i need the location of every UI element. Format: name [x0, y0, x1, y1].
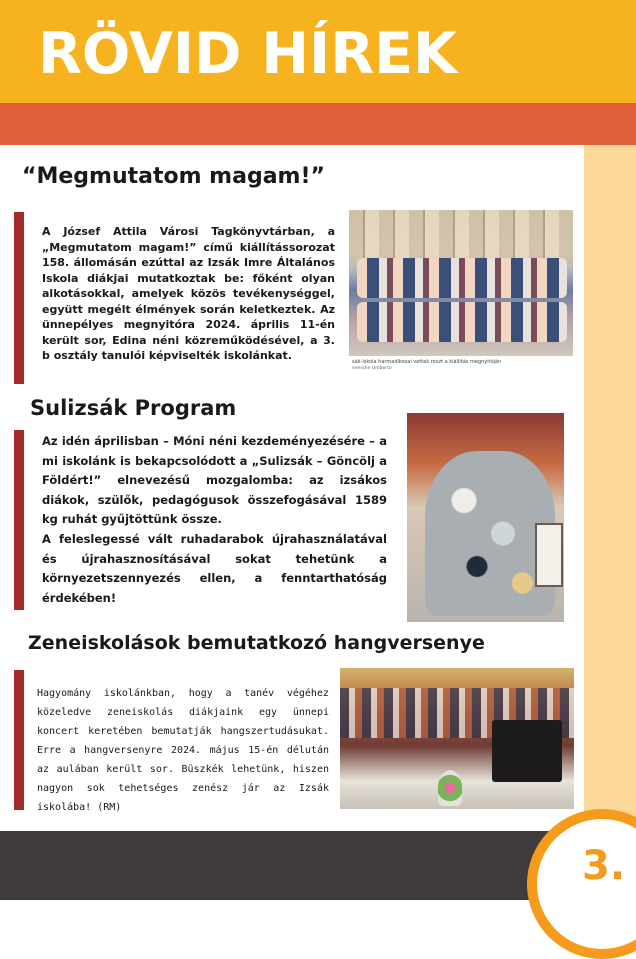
- article-1-accent-bar: [14, 212, 24, 384]
- article-3-body: Hagyomány iskolánkban, hogy a tanév végéhez közeledve zeneiskolás diákjaink egy ünnepi koncert keretében bemutatják hangszertudásukat. Erre a hangversenyre 2024. május 15-én délután az aulában került sor. Büszkék lehetünk, hiszen nagyon sok tehetséges zenész jár az Izsák iskolába! (RM): [37, 688, 329, 813]
- article-3-photo: [340, 668, 574, 809]
- article-2-accent-bar: [14, 430, 24, 610]
- students-back-row: [357, 258, 567, 298]
- students-front-row: [357, 302, 567, 342]
- article-1-photo-caption: sák-iskola harmadikosai vettek részt a kiállítás megnyitóján: [352, 359, 502, 365]
- library-class-photo: [349, 210, 573, 356]
- page-title: RÖVID HÍREK: [38, 21, 458, 87]
- article-2-title: Sulizsák Program: [30, 396, 237, 420]
- header-accent-band: [0, 103, 636, 145]
- article-2-body-2: A feleslegessé vált ruhadarabok újrahasználatával és újrahasznosításával sokat tehetünk a környezetszennyezés ellen, a fenntarthatóság érdekében!: [42, 531, 387, 605]
- piano: [492, 720, 562, 782]
- article-2-photo: [407, 413, 564, 622]
- article-1-title: “Megmutatom magam!”: [22, 164, 325, 189]
- article-1-photo-credit: evesshe Umberto: [352, 366, 392, 371]
- right-decorative-strip: [584, 145, 636, 835]
- article-2-body: Az idén áprilisban – Móni néni kezdeményezésére – a mi iskolánk is bekapcsolódott a „Sulizsák – Göncölj a Földért!” elnevezésű mozgalomba: az izsákos diákok, szülők, pedagógusok összefogásával 1589 kg ruhát gyűjtöttünk össze.: [42, 434, 387, 527]
- window-frame: [535, 523, 563, 587]
- article-1-body: A József Attila Városi Tagkönyvtárban, a „Megmutatom magam!” című kiállítássorozat 158. állomásán ezúttal az Izsák Imre Általános Iskola diákjai mutatkoztak be: főként olyan alkotásokkal, amelyek közös tevékenységgel, együtt megélt élmények során keletkeztek. Az ünnepélyes megnyitóra 2024. április 11-én került sor, Edina néni közreműködésével, a 3. b osztály tanulói képviselték iskolánkat.: [42, 225, 335, 362]
- article-1-photo: [349, 210, 573, 373]
- article-3-title: Zeneiskolások bemutatkozó hangversenye: [28, 632, 485, 654]
- article-3-accent-bar: [14, 670, 24, 810]
- flower-vase: [438, 770, 462, 806]
- page-number: 3.: [582, 843, 626, 889]
- article-2-text: [42, 432, 387, 608]
- bookshelves: [349, 210, 573, 265]
